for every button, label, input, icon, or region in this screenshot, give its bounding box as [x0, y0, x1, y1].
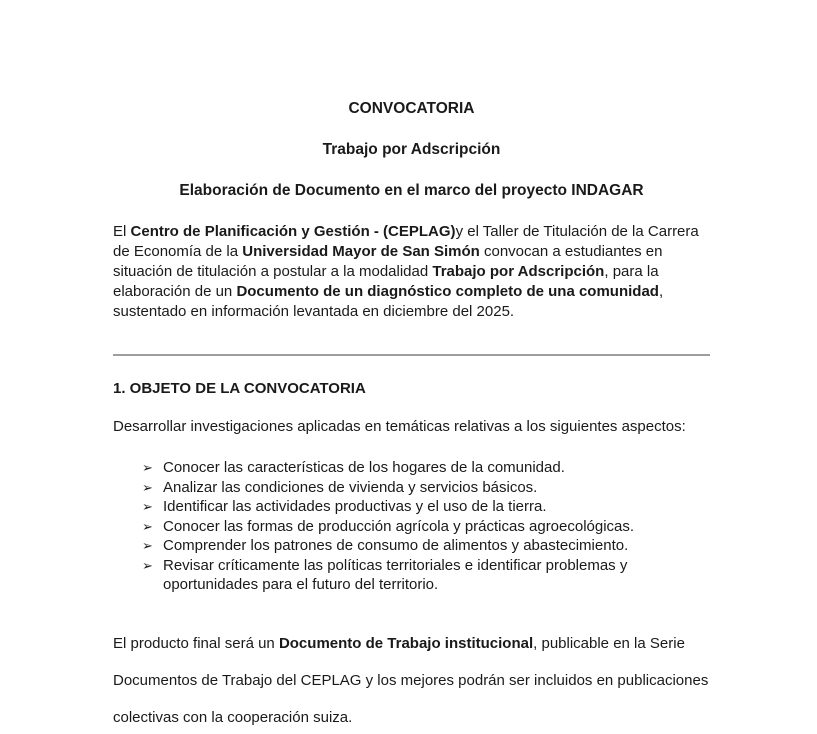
text-segment: , para la elaboración de un	[113, 263, 659, 300]
text-segment: convocan a estudiantes en situación de titulación a postular a la modalidad	[113, 243, 663, 280]
text-segment: El	[113, 223, 131, 240]
text-segment: y el Taller de Titulación de la Carrera de Economía de la	[113, 223, 699, 260]
list-item-text: Revisar críticamente las políticas territoriales e identificar problemas y oportunidades para el futuro del territorio.	[163, 556, 628, 593]
text-segment: , sustentado en información levantada en diciembre del 2025.	[113, 283, 664, 320]
text-segment: , publicable en la Serie Documentos de Trabajo del CEPLAG y los mejores podrán ser incluidos en publicaciones colectivas con la cooperación suiza.	[113, 634, 709, 726]
section-1-lead: Desarrollar investigaciones aplicadas en temáticas relativas a los siguientes aspectos:	[113, 418, 686, 435]
bold-text-segment: Universidad Mayor de San Simón	[242, 243, 480, 260]
list-item	[142, 458, 710, 478]
list-item	[142, 517, 710, 537]
bold-text-segment: Documento de Trabajo institucional	[278, 634, 534, 652]
list-item	[142, 536, 710, 556]
intro-paragraph	[113, 200, 710, 322]
objectives-list	[113, 437, 710, 595]
arrowhead-bullet-icon: ➢	[142, 518, 153, 534]
document-title: CONVOCATORIA	[348, 100, 475, 117]
arrowhead-bullet-icon: ➢	[142, 460, 153, 475]
section-1-heading: 1. OBJETO DE LA CONVOCATORIA	[113, 380, 366, 397]
list-item-text: Comprender los patrones de consumo de alimentos y abastecimiento.	[163, 537, 629, 554]
text-segment: El producto final será un	[113, 634, 279, 652]
bold-text-segment: Centro de Planificación y Gestión - (CEPLAG)	[130, 223, 456, 240]
arrowhead-bullet-icon: ➢	[142, 479, 153, 495]
list-item-text: Analizar las condiciones de vivienda y servicios básicos.	[163, 478, 538, 496]
arrowhead-bullet-icon: ➢	[142, 538, 153, 553]
document-subtitle-project: Elaboración de Documento en el marco del proyecto INDAGAR	[179, 182, 644, 199]
list-item-text: Identificar las actividades productivas y el uso de la tierra.	[163, 498, 547, 515]
list-item	[142, 556, 710, 595]
document-subtitle-modality: Trabajo por Adscripción	[322, 141, 501, 158]
list-item	[142, 497, 710, 517]
arrowhead-bullet-icon: ➢	[142, 499, 153, 514]
list-item	[142, 478, 710, 498]
bold-text-segment: Trabajo por Adscripción	[432, 263, 605, 280]
bold-text-segment: Documento de un diagnóstico completo de una comunidad	[236, 283, 659, 300]
list-item-text: Conocer las características de los hogares de la comunidad.	[163, 459, 565, 476]
list-item-text: Conocer las formas de producción agrícola y prácticas agroecológicas.	[163, 517, 635, 535]
arrowhead-bullet-icon: ➢	[142, 557, 153, 573]
closing-paragraph	[113, 595, 710, 734]
